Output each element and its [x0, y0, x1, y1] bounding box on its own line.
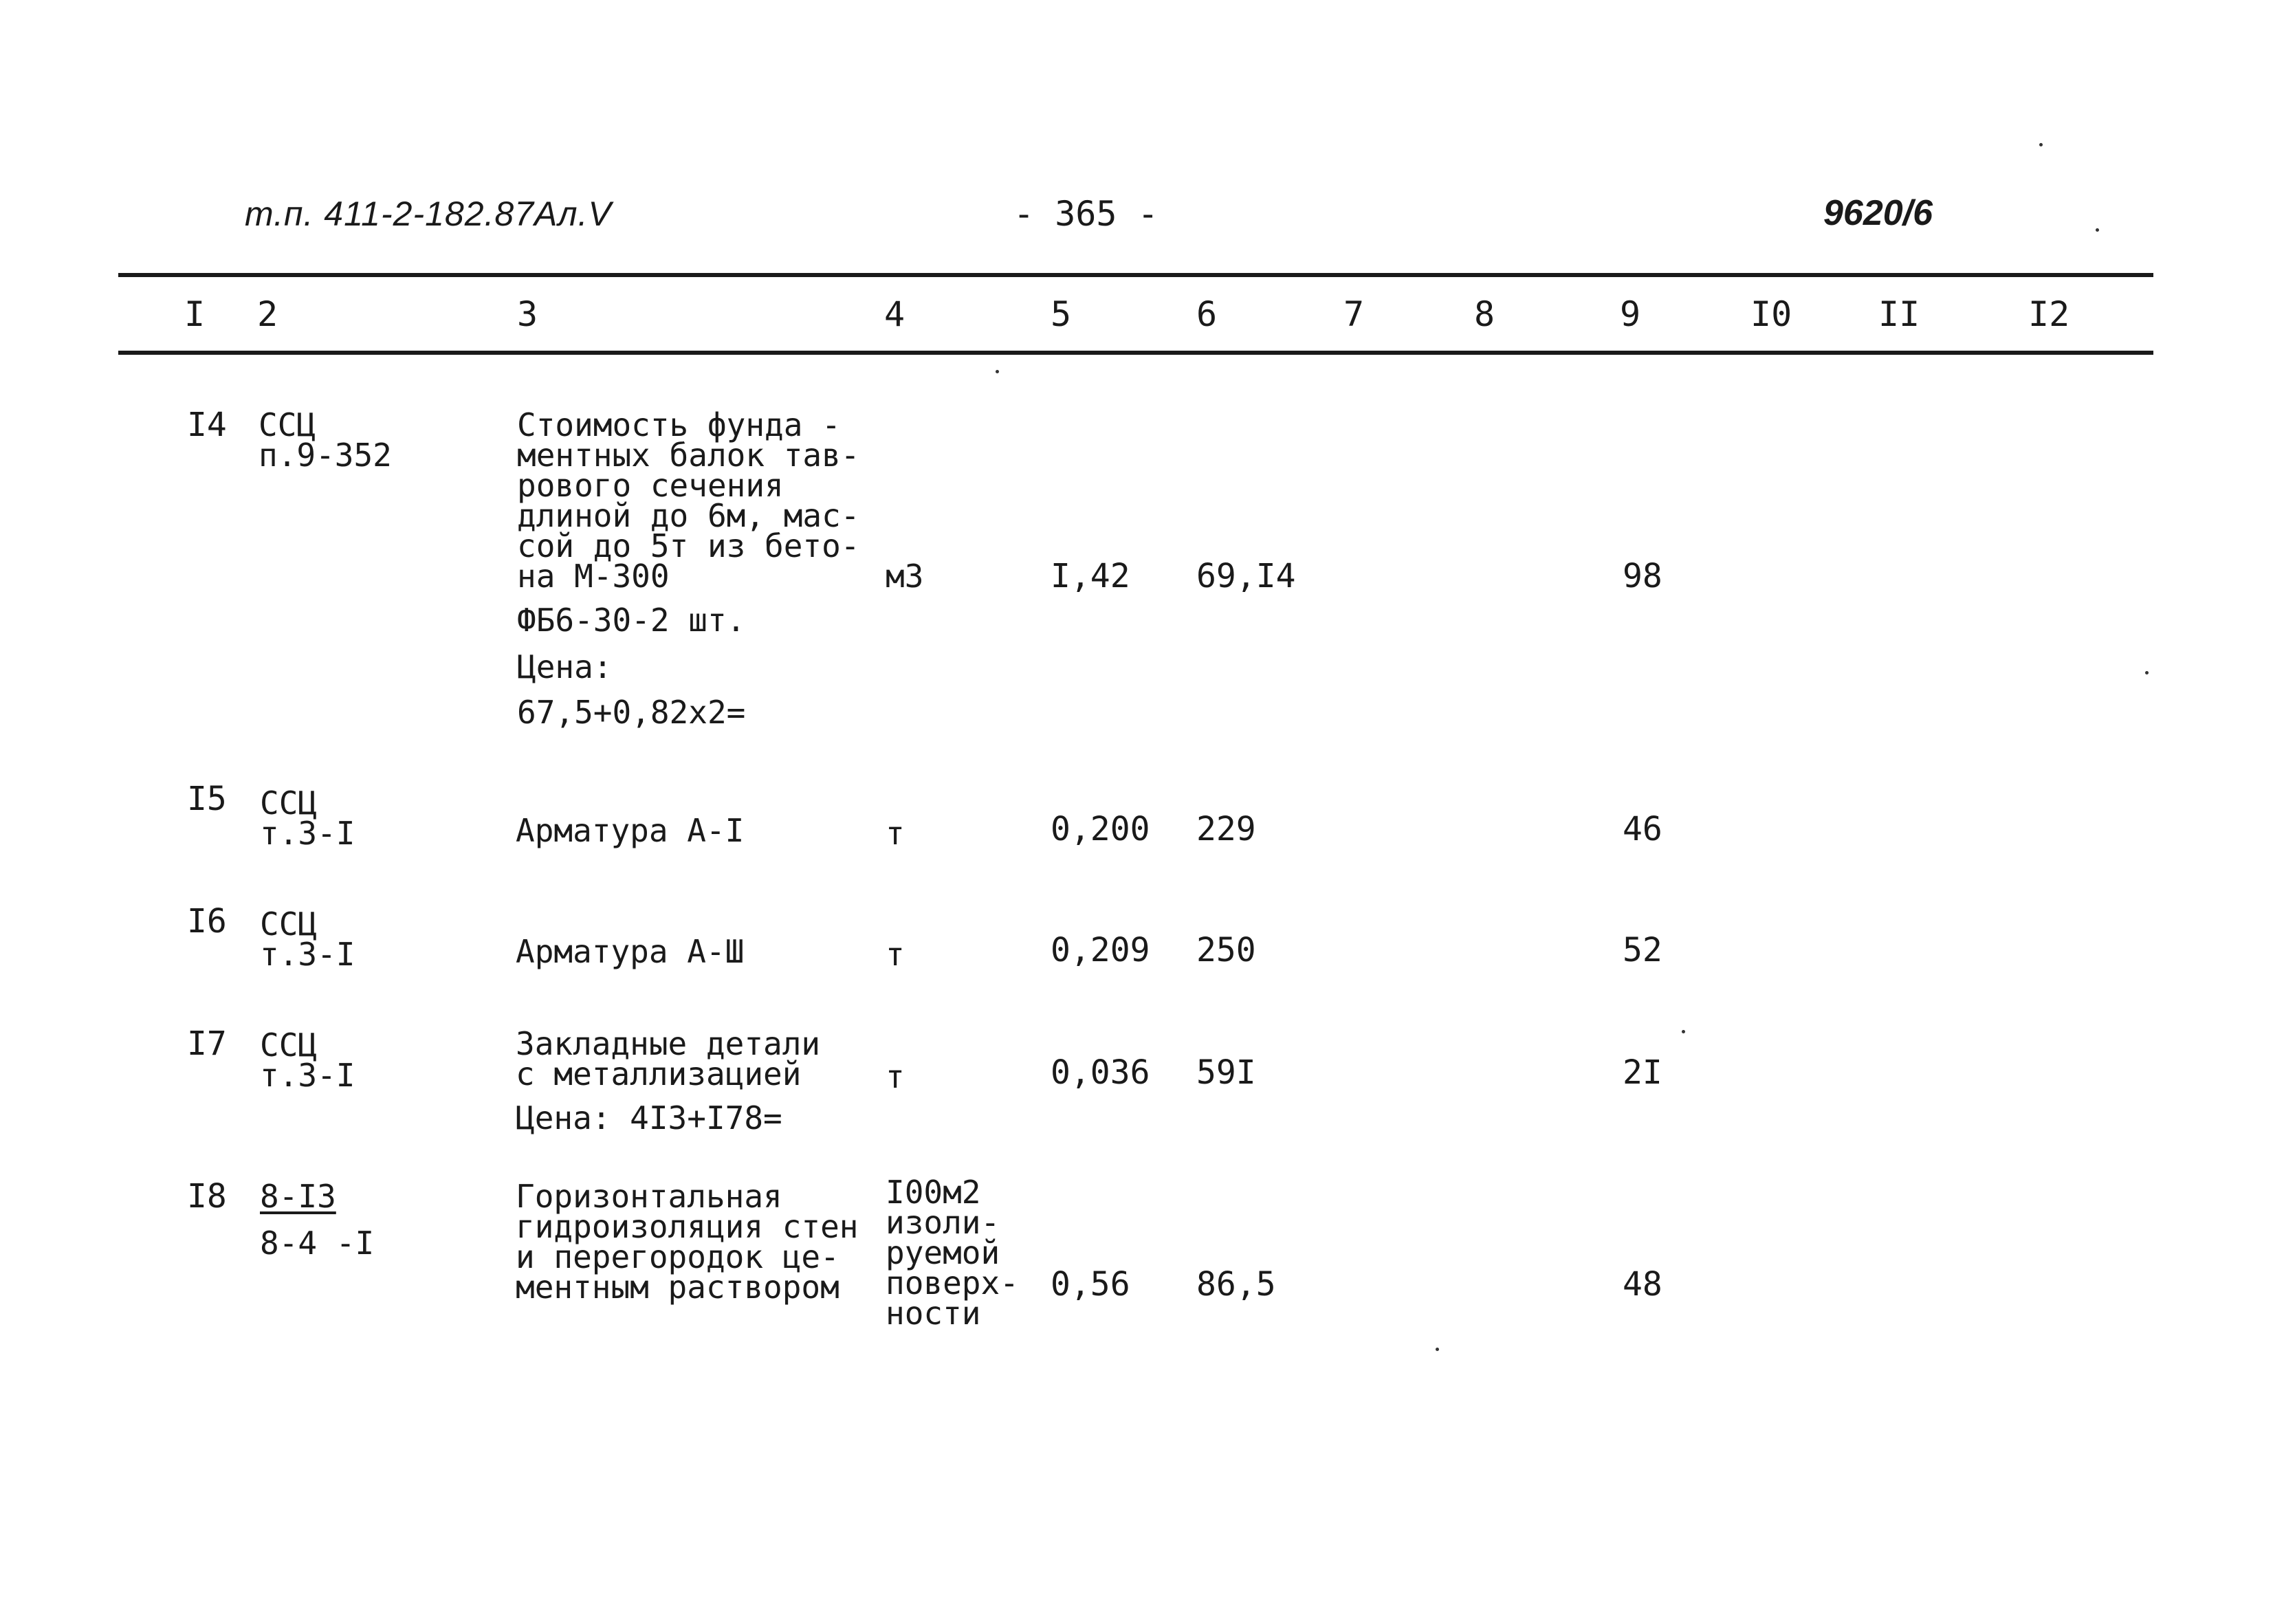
row-description-line-6: на М-300 — [517, 558, 670, 595]
row-total: 98 — [1623, 557, 1662, 595]
document-code: т.п. 411-2-182.87Ал.V — [245, 195, 612, 233]
row-unit: т — [886, 936, 905, 973]
row-code-line-2: т.3-I — [260, 936, 355, 973]
row-description-line-3: и перегородок це- — [516, 1238, 839, 1275]
row-description-extra-1: ФБ6-30-2 шт. — [517, 602, 746, 639]
row-description-line-3: рового сечения — [517, 467, 784, 504]
column-header-10: I0 — [1750, 294, 1792, 334]
row-number: I8 — [187, 1177, 227, 1216]
row-unit: м3 — [886, 558, 924, 595]
column-header-11: II — [1878, 294, 1920, 334]
row-unit-price: 59I — [1196, 1053, 1256, 1092]
scan-speck — [2039, 143, 2043, 146]
row-unit-price: 86,5 — [1196, 1265, 1276, 1304]
row-code-line-1: ССЦ — [260, 1027, 318, 1064]
row-code-line-2: 8-4 -I — [260, 1225, 375, 1262]
column-header-1: I — [184, 294, 206, 334]
table-header-rule — [118, 351, 2153, 355]
scan-speck — [1436, 1348, 1439, 1351]
column-header-2: 2 — [257, 294, 278, 334]
row-description-line-1: Закладные детали — [516, 1025, 821, 1062]
row-code-line-1: ССЦ — [260, 784, 318, 822]
row-description-line-4: ментным раствором — [516, 1269, 839, 1306]
row-description-extra-1: Цена: 4I3+I78= — [516, 1099, 782, 1137]
row-description-line-1: Горизонтальная — [516, 1178, 782, 1215]
row-number: I7 — [187, 1024, 227, 1063]
column-header-7: 7 — [1343, 294, 1365, 334]
row-code-line-1: ССЦ — [259, 406, 316, 443]
row-code-line-2: т.3-I — [260, 815, 355, 852]
row-description-line-1: Арматура А-Ш — [516, 933, 745, 970]
scan-speck — [2145, 671, 2149, 674]
column-header-3: 3 — [517, 294, 538, 334]
column-header-6: 6 — [1196, 294, 1218, 334]
row-description-line-5: сой до 5т из бето- — [517, 527, 860, 564]
row-description-line-1: Стоимость фунда - — [517, 406, 841, 443]
row-unit-price: 250 — [1196, 931, 1256, 969]
column-header-5: 5 — [1051, 294, 1072, 334]
row-unit-line-4: поверх- — [886, 1264, 1019, 1302]
row-quantity: I,42 — [1051, 557, 1130, 595]
row-quantity: 0,036 — [1051, 1053, 1150, 1092]
sheet-code: 9620/6 — [1823, 193, 1933, 233]
scan-speck — [2096, 228, 2099, 232]
row-description-line-2: с металлизацией — [516, 1055, 802, 1093]
row-code-line-2: т.3-I — [260, 1057, 355, 1094]
row-description-line-2: ментных балок тав- — [517, 437, 860, 474]
scan-speck — [996, 370, 999, 373]
row-total: 48 — [1623, 1265, 1662, 1304]
row-quantity: 0,209 — [1051, 931, 1150, 969]
row-number: I4 — [187, 406, 227, 444]
column-header-8: 8 — [1474, 294, 1495, 334]
row-description-extra-2: Цена: — [517, 648, 613, 685]
row-total: 2I — [1623, 1053, 1662, 1092]
row-quantity: 0,56 — [1051, 1265, 1130, 1304]
column-header-4: 4 — [884, 294, 905, 334]
row-description-line-2: гидроизоляция стен — [516, 1208, 859, 1245]
scan-speck — [1682, 1030, 1685, 1033]
row-total: 46 — [1623, 810, 1662, 848]
row-number: I5 — [187, 780, 227, 818]
table-top-rule — [118, 273, 2153, 277]
column-header-12: I2 — [2028, 294, 2070, 334]
row-code-line-1: ССЦ — [260, 906, 318, 943]
row-description-line-4: длиной до 6м, мас- — [517, 497, 860, 534]
page-number: - 365 - — [1013, 194, 1159, 234]
row-total: 52 — [1623, 931, 1662, 969]
row-unit-line-1: I00м2 — [886, 1174, 981, 1211]
row-unit-line-3: руемой — [886, 1234, 1000, 1271]
row-code-line-2: п.9-352 — [259, 437, 392, 474]
row-unit-line-5: ности — [886, 1295, 981, 1332]
row-unit: т — [886, 1058, 905, 1095]
row-description-extra-3: 67,5+0,82х2= — [517, 694, 746, 731]
column-header-9: 9 — [1620, 294, 1641, 334]
row-number: I6 — [187, 902, 227, 941]
row-unit: т — [886, 815, 905, 852]
row-quantity: 0,200 — [1051, 810, 1150, 848]
row-unit-price: 229 — [1196, 810, 1256, 848]
row-description-line-1: Арматура А-I — [516, 812, 745, 849]
row-unit-line-2: изоли- — [886, 1204, 1000, 1241]
row-unit-price: 69,I4 — [1196, 557, 1296, 595]
row-code-line-1: 8-I3 — [260, 1178, 336, 1215]
